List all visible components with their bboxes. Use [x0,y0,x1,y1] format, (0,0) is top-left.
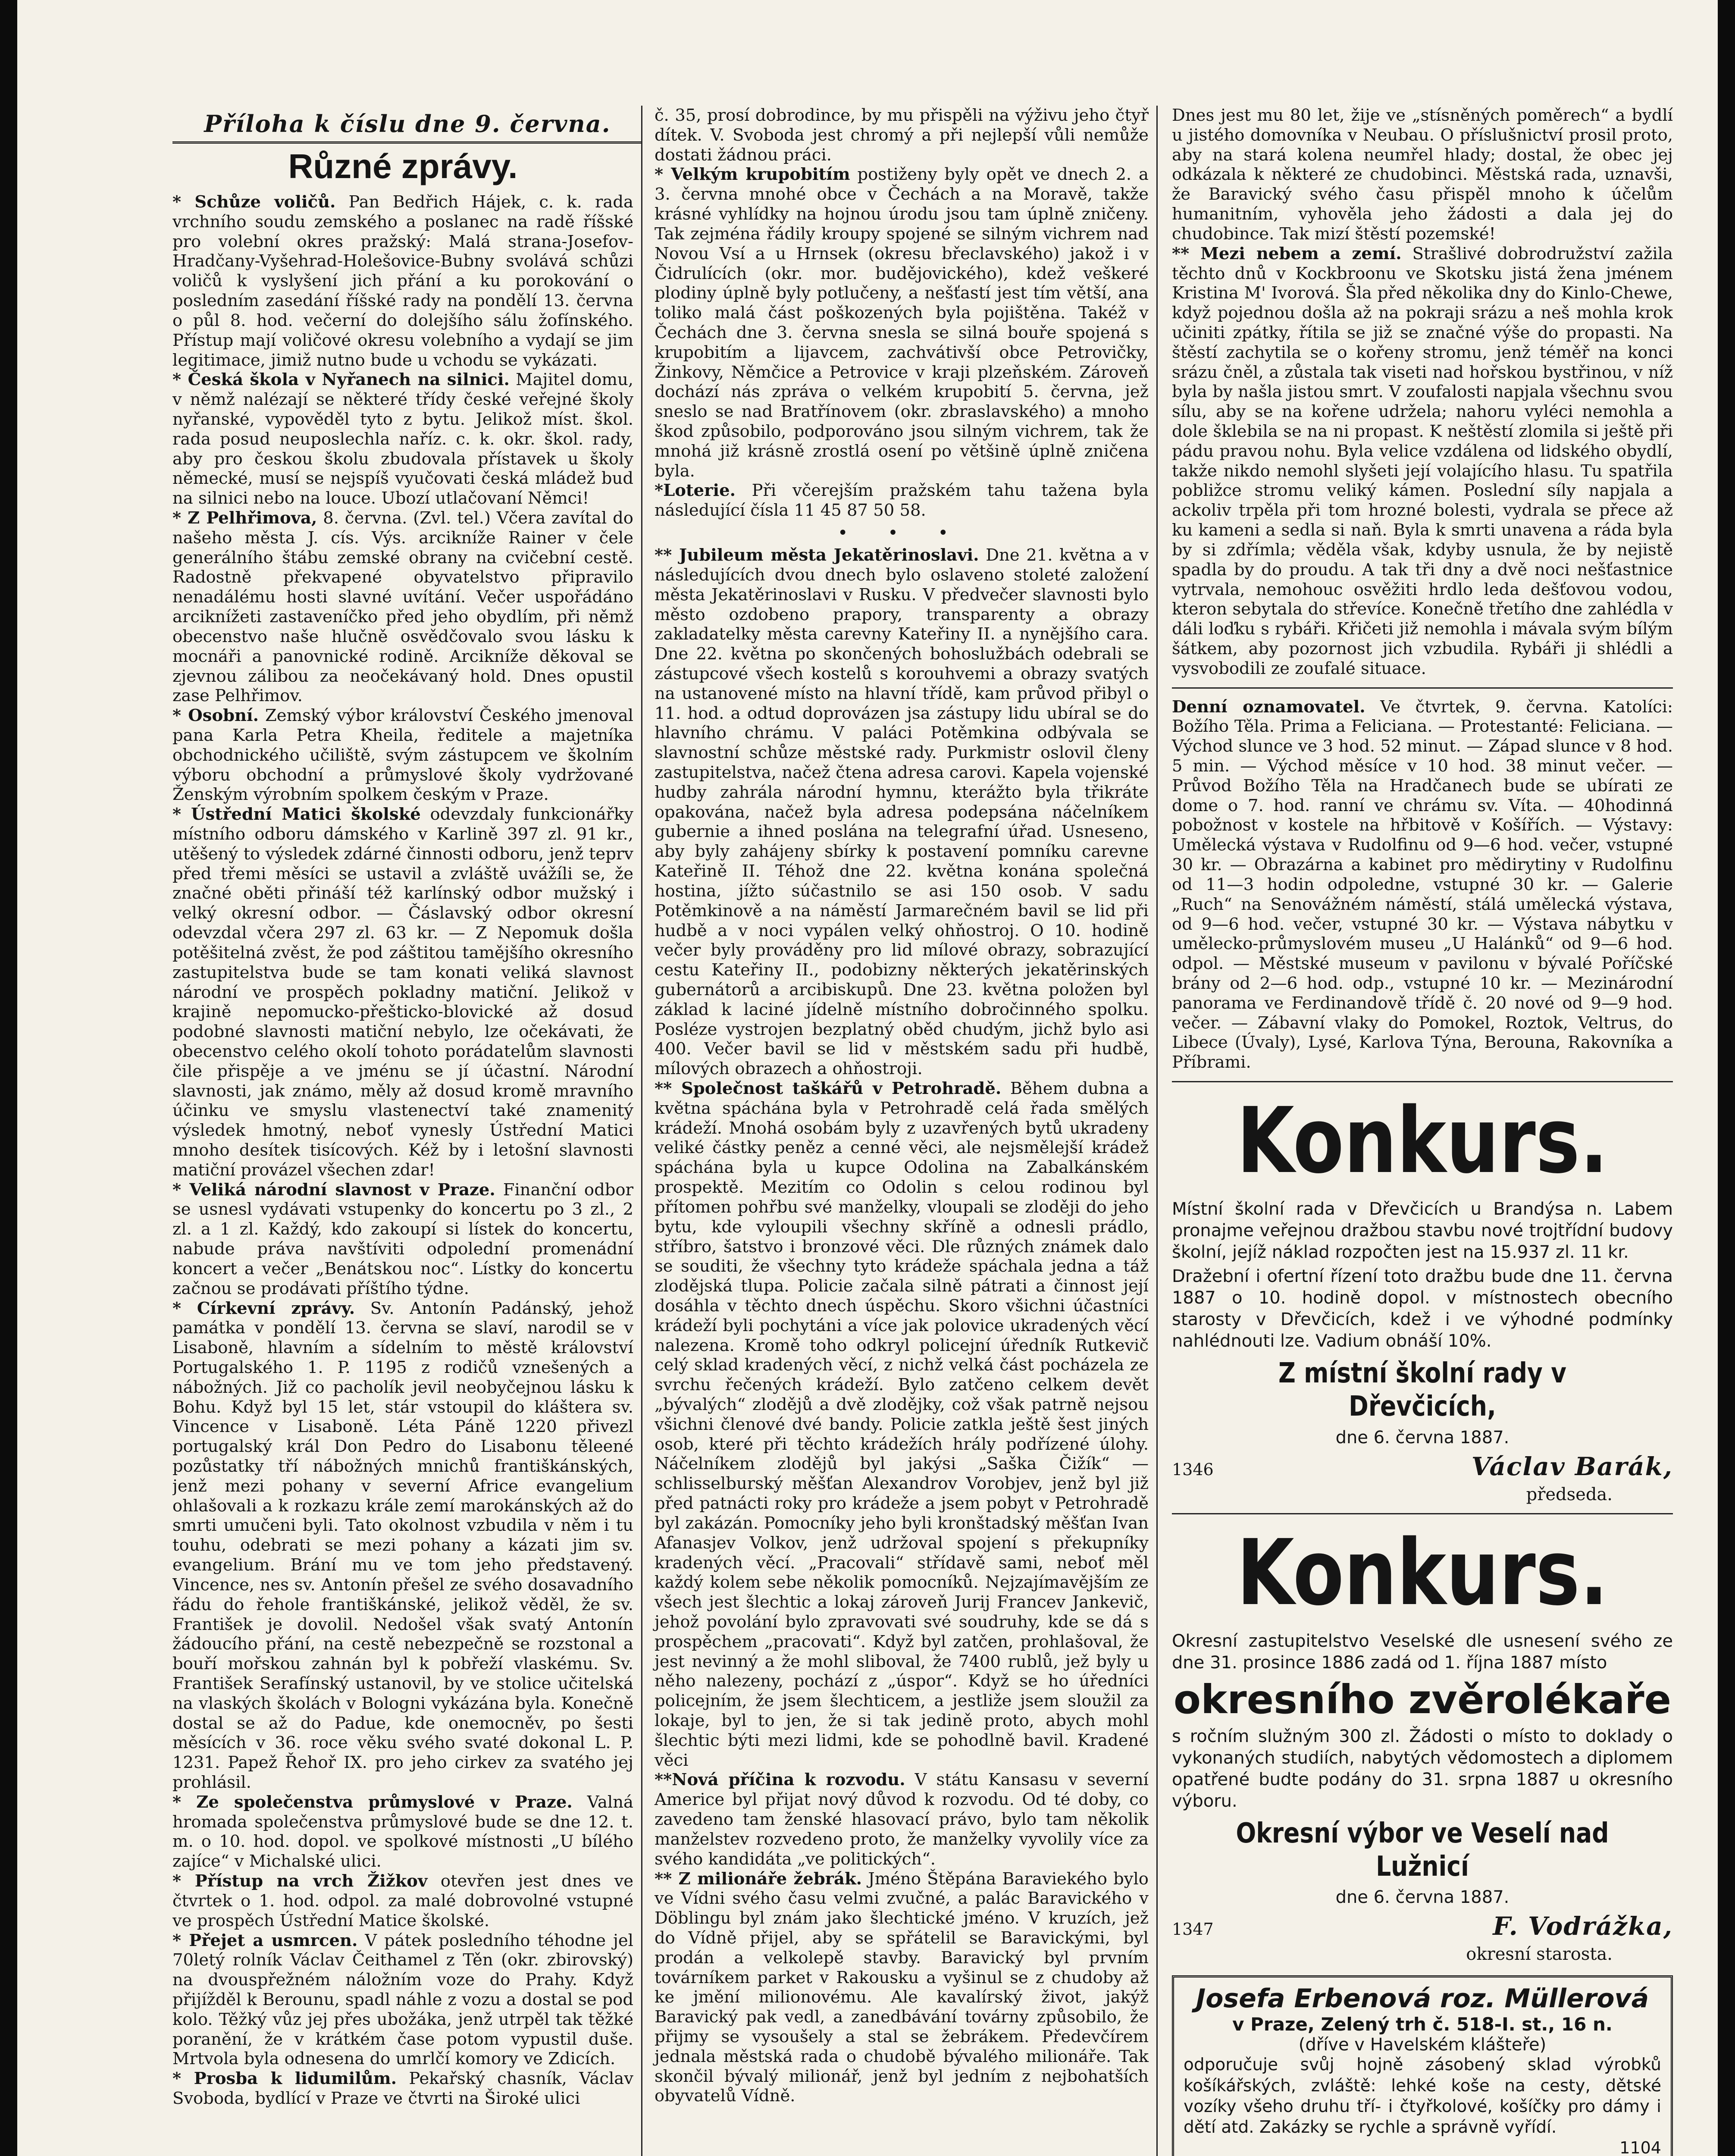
column-2 [647,106,1158,2156]
divider [1172,1081,1673,1082]
konkurs-role: předseda. [1526,1484,1613,1504]
news-item-text: č. 35, prosí dobrodince, by mu přispěli na výživu jeho čtyř dítek. V. Svoboda jest chromý a při nejlepší vůli nemůže dostati žádnou práci. [655,106,1149,165]
news-item [172,1180,633,1299]
news-item-text: Při včerejším pražském tahu tažena byla následující čísla 11 45 87 50 58. [655,481,1149,520]
divider [1172,1513,1673,1514]
konkurs-signer: Václav Barák, [1471,1451,1673,1481]
ad-number: 1104 [1619,2138,1661,2156]
news-item [172,370,633,508]
news-item-text: Pan Bedřich Hájek, c. k. rada vrchního soudu zemského a poslanec na radě říšské pro volební okres pražský: Malá strana-Josefov-Hradčany-Vyšehrad-Holešovice-Bubny svolává schůzi voličů k vyslyšení jich přání a ku porokování o posledním zasedání říšské rady na pondělí 13. června o půl 8. hod. večerní do dolejšího sálu žofínského. Přístup mají voličové okresu volebního a vydají se jim legitimace, jimiž nutno bude u vchodu se vykázati. [172,192,633,370]
divider [1172,687,1673,689]
news-item-text: postiženy byly opět ve dnech 2. a 3. června mnohé obce v Čechách a na Moravě, takže krásné vyhlídky na hojnou úrodu jsou tam úplně zničeny. Tak zejména řádily kroupy spojené se silným vichrem nad Novou Vsí a u Hrnsek (okresu břeclavského) jakož i v Čidrulících (okr. mor. budějovického), kdež veškeré plodiny úplně byly potlučeny, a nešťastí jest tím větší, ana toliko malá část poškozených byla pojištěna. Takéž v Čechách dne 3. června snesla se silná bouře spojená s krupobitím a lijavcem, zachvátivší obce Petrovičky, Žinkovy, Němčice a Petrovice v kraji plzeňském. Zároveň dochází nás zpráva o velkém krupobití 5. června, jež sneslo se nad Bratřínovem (okr. zbraslavského) a mnoho škod způsobilo, podporováno jsou silným vichrem, tak že mnohá již krásně zrostlá osení po většině úplně zničena byla. [655,165,1149,481]
news-item-text: Zemský výbor království Českého jmenoval pana Karla Petra Kheila, ředitele a majetníka obchodnického učiliště, svým zástupcem ve školním výboru obchodní a průmyslové školy vydržované Ženským výrobním spolkem českým v Praze. [172,706,633,805]
news-item-text: Během dubna a května spáchána byla v Petrohradě celá řada smělých krádeží. Mnohá osobám byly z uzavřených bytů ukradeny veliké částky peněz a cenné věci, ale nejsmělejší krádež spáchána byla u kupce Odolina na Zabalkánském prospektě. Mezitím co Odolin s celou rodinou byl přítomen pohřbu své manželky, vloupali se zloději do jeho bytu, kde vyloupili všechny skříně a odnesli prádlo, stříbro, šatstvo i bronzové věci. Dle různých známek dalo se souditi, že všechny tyto krádeže spáchala jedna a táž zlodějská tlupa. Policie začala silně pátrati a činnost její dosáhla v těchto dnech úspěchu. Skoro všichni účastníci krádeží byli pochytáni a více jak polovice ukradených věcí nalezena. Kromě toho odkryl policejní úředník Rutkevič celý sklad kradených věcí, z nichž velká část pocházela ze svrchu řečených krádeží. Bylo zatčeno celkem devět „bývalých“ zlodějů a dvě zlodějky, což však patrně nejsou všichni členové dvé bandy. Policie zatkla ještě šest jiných osob, které při těchto krádežích hrály podřízené úlohy. Náčelníkem zlodějů byl jakýsi „Saška Čižík“ — schlisselburský měšťan Alexandrov Vorobjev, jenž byl již před patnácti roky pro krádeže a jsem pobyt v Petrohradě byl zakázán. Pomocníky jeho byli kronštadský měšťan Ivan Afanasjev Volkov, jenž udržoval spojení s překupníky kradených věcí. „Pracovali“ střídavě sami, neboť měl každý kolem sebe několik pomocníků. Nejzajímavějším ze všech jest šlechtic a lokaj zároveň Jurij Francev Jankevič, jehož povolání bylo zpravovati své soudruhy, kde se dá s prospěchem „pracovati“. Když byl zatčen, prohlašoval, že jest nevinný a že mohl sliboval, že 7400 rublů, jež byly u něho nalezeny, pochází z „úspor“. Když se ho úředníci policejním, že jsem šlechticem, a jestliže jsem sloužil za lokaje, byl to jen, že si tak jedině proto, abych mohl šlechtic býti mezi lidmi, kde se pohodlně bavil. Kradené věci [655,1079,1149,1770]
news-item-headline: * Církevní zprávy. [172,1298,355,1318]
news-item-headline: * Schůze voličů. [172,192,336,212]
advert-title: Josefa Erbenová roz. Müllerová [1196,1984,1649,2014]
news-item [172,192,633,370]
col3-announcements [1172,697,1673,1072]
news-item-headline: ** Z milionáře žebrák. [655,1869,862,1889]
section-title: Různé zprávy. [288,147,518,185]
news-item-headline: * Ústřední Matici školské [172,805,421,824]
section-separator: • • • [837,523,966,543]
konkurs-date: dne 6. června 1887. [1335,1887,1510,1908]
konkurs-issuer: Z místní školní rady v Dřevčicích, [1278,1357,1566,1423]
col2-articles-bottom [655,545,1149,2106]
news-item [1172,244,1673,679]
news-item-headline: * Osobní. [172,706,259,726]
konkurs-issuer: Okresní výbor ve Veselí nad Lužnicí [1236,1817,1609,1883]
column-1 [172,106,642,2156]
news-item-text: odevzdaly funkcionářky místního odboru dámského v Karlině 397 zl. 91 kr., utěšený to výsledek zdárné činnosti odboru, jenž teprv před třemi měsíci se ustavil a zvláště uvážíli se, že značné oběti přináší též karlínský odbor mužský i velký okresní odbor. — Čáslavský odbor okresní odevzdal včera 297 zl. 63 kr. — Z Nepomuk došla potěšitelná zvěst, že pod záštitou tamějšího okresního zastupitelstva bude se tam konati veliká slavnost národní ve prospěch pokladny matiční. Jelikož v krajině nepomucko-přešticko-blovické až dosud podobné slavnosti matiční nebylo, lze očekávati, že obecenstvo celého okolí tohoto porádatelům slavnosti čile přispěje a ve jménu se jí účastní. Národní slavnosti, jak známo, měly až dosud kromě mravního účinku ve smyslu vlastenectví také znamenitý výsledek hmotný, neboť vynesly Ústřední Matici mnoho desítek tisícových. Kéž by i letošní slavnosti matiční provázel všechen zdar! [172,805,634,1180]
news-item [172,1871,633,1930]
news-item [172,1792,633,1871]
ad-number: 1346 [1172,1460,1214,1479]
konkurs-body: Místní školní rada v Dřevčicích u Brandýsa n. Labem pronajme veřejnou dražbou stavbu nové trojtřídní budovy školní, jejíž náklad rozpočten jest na 15.937 zl. 11 kr. [1172,1199,1673,1262]
erbenova-advertisement [1172,1975,1673,2156]
news-item [655,481,1149,520]
news-item [172,2069,633,2109]
news-item-text: Dnes jest mu 80 let, žije ve „stísněných poměrech“ a bydlí u jistého domovníka v Neubau. O příslušnictví prosil proto, aby na stará kolena neumřel hlady; dostal, že obec jej odkázala k některé ze chudobinci. Městská rada, uznavši, že Baravický svého času přispěl mnoho k účelům humanitním, vyhověla jeho žádosti a dala jej do chudobince. Tak mizí štěstí pozemské! [1172,106,1673,244]
news-item-headline: ** Jubileum města Jekatěrinoslavi. [655,545,979,565]
news-item-headline: ** Společnost taškářů v Petrohradě. [655,1079,1002,1098]
news-item [655,545,1149,1079]
news-item [655,1869,1149,2106]
news-item [172,1299,633,1792]
news-item-headline: * Přístup na vrch Žižkov [172,1871,428,1891]
konkurs-title: Konkurs. [1237,1520,1608,1626]
konkurs-notice-veselí [1172,1520,1673,1965]
scan-edge-right [1718,0,1735,2156]
news-item-text: Finanční odbor se usnesl vydávati vstupenky do koncertu po 3 zl., 2 zl. a 1 zl. Každý, kdo zakoupí si lístek do koncertu, nabude práva navštíviti odpolední promenádní koncert a večer „Benátskou noc“. Lístky do koncertu začnou se prodávati příštího týdne. [172,1180,633,1298]
news-item [1172,697,1673,1072]
column-3 [1164,106,1673,2156]
news-item-text: Sv. Antonín Padánský, jehož památka v pondělí 13. června se slaví, narodil se v Lisaboně, hlavním a sídelním to městě království Portugalského 1. P. 1195 z rodičů vznešených a nábožných. Již co pacholík jevil neobyčejnou lásku k Bohu. Když byl 15 let, stár vstoupil do kláštera sv. Vincence v Lisaboně. Léta Páně 1220 přivezl portugalský král Don Pedro do Lisabonu těleené pozůstatky tří nábožných mnichů františkánských, jenž mezi pohany v severní Africe evangelium ohlašovali a k rozkazu krále zemí marokánských až do smrti umučeni byli. Tato okolnost vzbudila v něm i tu touhu, odebrati se mezi pohany a kázati jim sv. evangelium. Brání mu ve tom jeho představený. Vincence, nes sv. Antonín přešel ze svého dosavadního řádu do řehole františkánské, jelikož věděl, že sv. František je dovolil. Nedošel však svatý Antonín žádoucího přání, na cestě nebezpečně se rozstonal a bouří mořskou zahnán byl k pobřeží vlaskému. Sv. František Serafínský ustanovil, by ve stolice učitelská na vlaských školách v Bologni vykázána byla. Konečně dostal se až do Padue, kde onemocněv, po šesti měsících v 36. roce věku svého svaté dokonal L. P. 1231. Papež Řehoř IX. pro jeho cirkev za svatého jej prohlásil. [172,1298,633,1792]
news-item-headline: * Veliká národní slavnost v Praze. [172,1180,495,1200]
advert-address: v Praze, Zelený trh č. 518-I. st., 16 n. [1232,2014,1613,2035]
news-item [172,1931,633,2069]
news-item-headline: * Prosba k lidumilům. [172,2069,397,2089]
news-item [655,165,1149,481]
news-item-text: Majitel domu, v němž nalézají se některé třídy české veřejné školy nyřanské, vypověděl tyto z bytu. Jelikož míst. škol. rada posud neuposlechla naříz. c. k. okr. škol. rady, aby pro českou školu zbudovala přístavek u školy německé, musí se nejspíš vyučovati česká mládež bud na silnici nebo na louce. Ubozí utlačovaní Němci! [172,370,633,508]
news-item-headline: * Ze společenstva průmyslové v Praze. [172,1792,573,1812]
advert-body: odporučuje svůj hojně zásobený sklad výrobků košíkářských, zvláště: lehké koše na cesty, dětské vozíky všeho druhu tří- i čtyřkolové, košíčky pro dámy i dětí atd. Zakázky se rychle a správně vyřídí. [1184,2055,1661,2137]
ad-number: 1347 [1172,1920,1214,1939]
konkurs-body-2: Dražební i ofertní řízení toto dražbu bude dne 11. června 1887 o 10. hodině dopol. v místnostech obecního starosty v Dřevčicích, kdež i ve výhodné podmínky nahlédnouti lze. Vadium obnáší 10%. [1172,1266,1673,1351]
news-item-text: Valná hromada společenstva průmyslové bude se dne 12. t. m. o 10. hod. dopol. ve spolkové místnosti „U bílého zajíce“ v Michalské ulici. [172,1792,633,1871]
konkurs-body: Okresní zastupitelstvo Veselské dle usnesení svého ze dne 31. prosince 1886 zadá od 1. října 1887 místo [1172,1631,1673,1673]
news-item-headline: ** Mezi nebem a zemí. [1172,244,1402,263]
news-item [172,805,633,1180]
col2-articles-top [655,106,1149,520]
news-item [172,508,633,706]
news-item-text: otevřen jest dnes ve čtvrtek o 1. hod. odpol. za malé dobrovolné vstupné ve prospěch Ústřední Matice školské. [172,1871,633,1930]
news-item-text: 8. června. (Zvl. tel.) Včera zavítal do našeho města J. cís. Výs. arcikníže Rainer v čele generálního štábu zemské obrany na cvičební cestě. Radostně překvapené obyvatelstvo připravilo nenadálému hosti slavné uvítání. Večer uspořádáno arciknížeti zastaveníčko před jeho obydlím, při němž obecenstvo naše hlučně osvědčovalo svou lásku k mocnáři a panovnické rodině. Arcikníže děkoval se zjevnou zálibou za neočekávaný hold. Dnes opustil zase Pelhřimov. [172,508,633,706]
news-item-headline: * Velkým krupobitím [655,165,850,185]
news-item-text: Pekařský chasník, Václav Svoboda, bydlící v Praze ve čtvrti na Široké ulici [172,2069,633,2108]
col3-articles-top [1172,106,1673,679]
supplement-heading: Příloha k číslu dne 9. června. [204,110,611,138]
news-item-text: Jméno Štěpána Baraviekého bylo ve Vídni svého času velmi zvučné, a palác Baravického v Döblingu byl znám jako šlechtické jméno. V kruzích, jež do Vídně přijel, aby se spřátelil se Baravickými, byl prodán a velkolepě stavby. Baravický byl prvním továrníkem parket v Rakousku a vyšinul se z chudoby až ke jmění milionovému. Ale kavalírský život, jakýž Baravický pak vedl, a zanedbávání továrny způsobilo, že přijmy se vysoušely a stal se žebrákem. Předevčírem jednala městská rada o chudobě bývalého milionáře. Tak skončil bývalý milionář, jenž byl jedním z nejbohatších obyvatelů Vídně. [655,1869,1149,2106]
news-item-text: V pátek posledního téhodne jel 70letý rolník Václav Čeithamel z Těn (okr. zbirovský) na dvouspřežném náložním voze do Prahy. Když přijížděl k Berounu, spadl náhle z vozu a dostal se pod kolo. Těžký vůz jej přes ubožáka, jenž utrpěl tak těžké poranění, že v krátkém čase potom vypustil duše. Mrtvola byla odnesena do umrlčí komory ve Zdicích. [172,1930,633,2069]
news-item-headline: * Přejet a usmrcen. [172,1930,358,1950]
col1-articles [172,192,633,2109]
konkurs-signer: F. Vodrážka, [1493,1912,1673,1941]
konkurs-body-2: s ročním služným 300 zl. Žádosti o místo to doklady o vykonaných studiích, nabytých vědomostech a diplomem opatřené budte podány do 31. srpna 1887 u okresního výboru. [1172,1726,1673,1811]
news-item [655,106,1149,165]
news-item-text: Ve čtvrtek, 9. června. Katolíci: Božího Těla. Prima a Feliciana. — Protestanté: Feliciana. — Východ slunce ve 3 hod. 52 minut. — Západ slunce v 8 hod. 5 min. — Východ měsíce v 10 hod. 38 minut večer. — Průvod Božího Těla na Hradčanech bude se ubírati ze dome o 7. hod. ranní ve chrámu sv. Víta. — 40hodinná pobožnost v kostele na hřbitově v Košířích. — Výstavy: Umělecká výstava v Rudolfinu od 9—6 hod. večer, vstupné 30 kr. — Obrazárna a kabinet pro mědirytiny v Rudolfinu od 11—3 hodin odpoledne, vstupné 30 kr. — Galerie „Ruch“ na Senovážném náměstí, stálá umělecká výstava, od 9—6 hod. večer, vstupné 30 kr. — Výstava nábytku v umělecko-průmyslovém museu „U Halánků“ od 9—6 hod. odpol. — Městské museum v pavilonu v bývalé Poříčské brány od 2—6 hod. odp., vstupné 10 kr. — Mezinárodní panorama ve Ferdinandově třídě č. 20 nové od 9—9 hod. večer. — Zábavní vlaky do Pomokel, Roztok, Veltrus, do Libece (Úvaly), Lysé, Karlova Týna, Berouna, Rakovníka a Příbrami. [1172,697,1673,1072]
news-item-text: Dne 21. května a v následujících dvou dnech bylo oslaveno stoleté založení města Jekatěrinoslavi v Rusku. V předvečer slavnosti bylo město ozdobeno prapory, transparenty a obrazy zakladatelky města carevny Kateřiny II. a nynějšího cara. Dne 22. května po skončených bohoslužbách odebrali se zástupcové všech kostelů s korouhvemi a obrazy svatých na ustanovené místo na hlavní třídě, kam průvod přibyl o 11. hod. a odtud doprovázen jsa zástupy lidu ubíral se do hlavního chrámu. V paláci Potěmkina odbývala se slavnostní schůze městské rady. Purkmistr oslovil členy zastupitelstva, načež čtena adresa carovi. Kapela vojenské hudby zahrála národní hymnu, kterážto byla třikráte opakována, načež byla adresa podepsána náčelníkem gubernie a ihned poslána na telegrafní úřad. Usneseno, aby byly zahájeny sbírky k postavení pomníku carevne Kateřině II. Téhož dne 22. května konána společná hostina, jížto súčastnilo se asi 150 osob. V sadu Potěmkinově a na náměstí Jarmarečném bavil se lid při hudbě a v noci vypálen velký ohňostroj. O 10. hodině večer byly prováděny pro lid mílové obrazy, sobrazující cestu Kateřiny II., podobizny některých jekatěrinských gubernátorů a arcibiskupů. Dne 23. května položen byl základ k laciné jídelně místního dobročinného spolku. Posléze vystrojen bezplatný oběd chudým, jichž bylo asi 400. Večer bavil se lid v městském sadu při hudbě, mílových obrazech a ohňostroji. [655,545,1149,1079]
konkurs-title: Konkurs. [1237,1088,1608,1194]
konkurs-position: okresního zvěrolékaře [1173,1676,1672,1723]
news-item-text: Strašlivé dobrodružství zažila těchto dnů v Kockbroonu ve Skotsku jistá žena jménem Kristina M' Ivorová. Šla před několika dny do Kinlo-Chewe, když pojednou došla až na pokraji srázu a neš mohla krok učiniti zpátky, řítila se již se značné výše do propasti. Na štěstí zachytila se o kořeny stromu, jenž téměř na konci srázu čněl, a zůstala tak viseti nad hořskou bystřinou, v níž byla by našla jistou smrt. V zoufalosti napjala všechnu svou sílu, aby se na kořene udržela; nahoru vyléci nemohla a dole šklebila se na ni propast. K neštěstí zlomila si ještě při pádu pravou nohu. Byla velice vzdálena od lidského obydlí, takže nikdo nemohl slyšeti její volajícího hlasu. Tu spatřila pobližce stromu veliký kámen. Poslední síly napjala a ackoliv trpěla při tom hrozné bolesti, vydrala se přece až ku kameni a sedla si naň. Byla k smrti unavena a ráda byla by si zdřímla; věděla však, kdyby usnula, že by nejistě spadla by do proudu. A tak tři dny a dvě noci nešťastnice vytrvala, nemohouc osvěžiti hrdlo leda dešťovou vodou, kteron sebytala do střevíce. Konečně třetího dne zahlédla v dáli loďku s rybáři. Křičeti již nemohla i mávala svým bílým šátkem, aby pozornost jich vzbudila. Rybáři ji shlédli a vysvobodili ze zoufalé situace. [1172,244,1673,678]
news-item-headline: * Česká škola v Nyřanech na silnici. [172,370,510,390]
news-item-headline: Denní oznamovatel. [1172,697,1365,717]
advert-former-address: (dříve v Havelském klášteře) [1298,2035,1547,2055]
news-item [172,706,633,805]
news-item [1172,106,1673,244]
news-item-headline: *Loterie. [655,481,736,501]
news-item-headline: **Nová příčina k rozvodu. [655,1770,905,1790]
news-item [655,1079,1149,1770]
konkurs-date: dne 6. června 1887. [1335,1427,1510,1448]
news-item [655,1770,1149,1869]
news-item-headline: * Z Pelhřimova, [172,508,317,528]
konkurs-notice-dřevčice [1172,1088,1673,1504]
news-item-text: V státu Kansasu v severní Americe byl přijat nový důvod k rozvodu. Od té doby, co zavedeno tam ženské hlasovací právo, bylo tam několik manželstev rozvedeno proto, že manželky vyvolily více za svého kandidáta „ve politických“. [655,1770,1149,1869]
scan-edge-left [0,0,17,2156]
konkurs-role: okresní starosta. [1466,1944,1613,1965]
